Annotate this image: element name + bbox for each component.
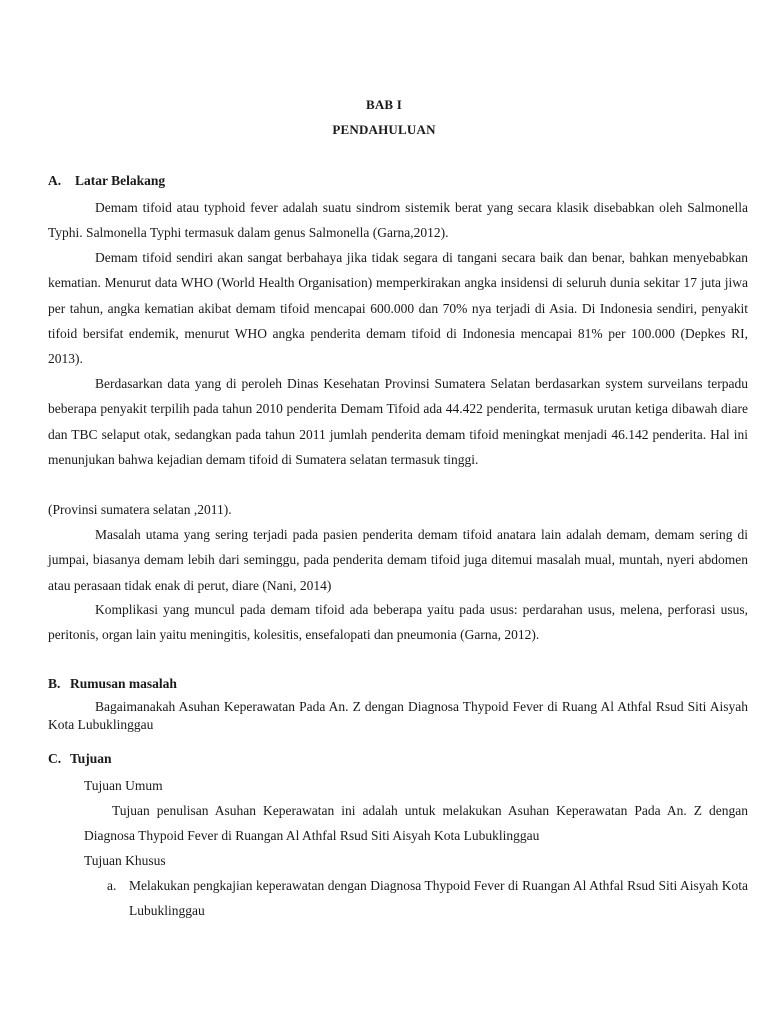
section-a-title: Latar Belakang (75, 173, 166, 188)
section-a-heading (48, 173, 165, 189)
section-c-heading (48, 751, 112, 767)
list-item-marker: a. (107, 878, 117, 893)
tujuan-khusus-label: Tujuan Khusus (84, 853, 166, 868)
chapter-number: BAB I (365, 97, 403, 112)
tujuan-umum-text: Tujuan penulisan Asuhan Keperawatan ini adalah untuk melakukan Asuhan Keperawatan Pada An. Z dengan Diagnosa Thypoid Fever di Ruangan Al Athfal Rsud Siti Aisyah Kota Lubuklinggau (84, 803, 748, 844)
list-item-text: Melakukan pengkajian keperawatan dengan Diagnosa Thypoid Fever di Ruangan Al Athfal Rsud Siti Aisyah Kota Lubuklinggau (129, 878, 748, 919)
section-a-letter: A. (48, 173, 62, 188)
section-b-title: Rumusan masalah (70, 676, 177, 691)
section-a-paragraph-3: Berdasarkan data yang di peroleh Dinas Kesehatan Provinsi Sumatera Selatan berdasarkan system surveilans terpadu beberapa penyakit terpilih pada tahun 2010 penderita Demam Tifoid ada 44.422 penderita, termasuk urutan ketiga dibawah diare dan TBC selaput otak, sedangkan pada tahun 2011 jumlah penderita demam tifoid meningkat menjadi 46.142 penderita. Hal ini menunjukan bahwa kejadian demam tifoid di Sumatera selatan termasuk tinggi. (48, 376, 748, 467)
section-b-paragraph-1: Bagaimanakah Asuhan Keperawatan Pada An. Z dengan Diagnosa Thypoid Fever di Ruang Al Athfal Rsud Siti Aisyah Kota Lubuklinggau (48, 699, 748, 732)
section-a-paragraph-4: Masalah utama yang sering terjadi pada pasien penderita demam tifoid anatara lain adalah demam, demam sering di jumpai, biasanya demam lebih dari seminggu, pada penderita demam tifoid juga ditemui masalah mual, muntah, nyeri abdomen atau perasaan tidak enak di perut, diare (Nani, 2014) (48, 527, 748, 593)
section-c-title: Tujuan (70, 751, 112, 766)
section-b-letter: B. (48, 676, 61, 691)
section-c-letter: C. (48, 751, 62, 766)
chapter-title: PENDAHULUAN (332, 122, 436, 137)
section-a-paragraph-1: Demam tifoid atau typhoid fever adalah suatu sindrom sistemik berat yang secara klasik disebabkan oleh Salmonella Typhi. Salmonella Typhi termasuk dalam genus Salmonella (Garna,2012). (48, 200, 748, 241)
section-a-paragraph-3-citation: (Provinsi sumatera selatan ,2011). (48, 502, 232, 517)
tujuan-khusus-item-a (107, 873, 748, 924)
tujuan-umum-label: Tujuan Umum (84, 778, 163, 793)
section-b-heading (48, 676, 177, 692)
section-a-paragraph-5: Komplikasi yang muncul pada demam tifoid ada beberapa yaitu pada usus: perdarahan usus, melena, perforasi usus, peritonis, organ lain yaitu meningitis, kolesitis, ensefalopati dan pneumonia (Garna, 2012). (48, 602, 748, 643)
section-a-paragraph-2: Demam tifoid sendiri akan sangat berbahaya jika tidak segara di tangani secara baik dan benar, bahkan menyebabkan kematian. Menurut data WHO (World Health Organisation) memperkirakan angka insidensi di seluruh dunia sekitar 17 juta jiwa per tahun, angka kematian akibat demam tifoid mencapai 600.000 dan 70% nya terjadi di Asia. Di Indonesia sendiri, penyakit tifoid bersifat endemik, menurut WHO angka penderita demam tifoid di Indonesia mencapai 81% per 100.000 (Depkes RI, 2013). (48, 250, 748, 367)
